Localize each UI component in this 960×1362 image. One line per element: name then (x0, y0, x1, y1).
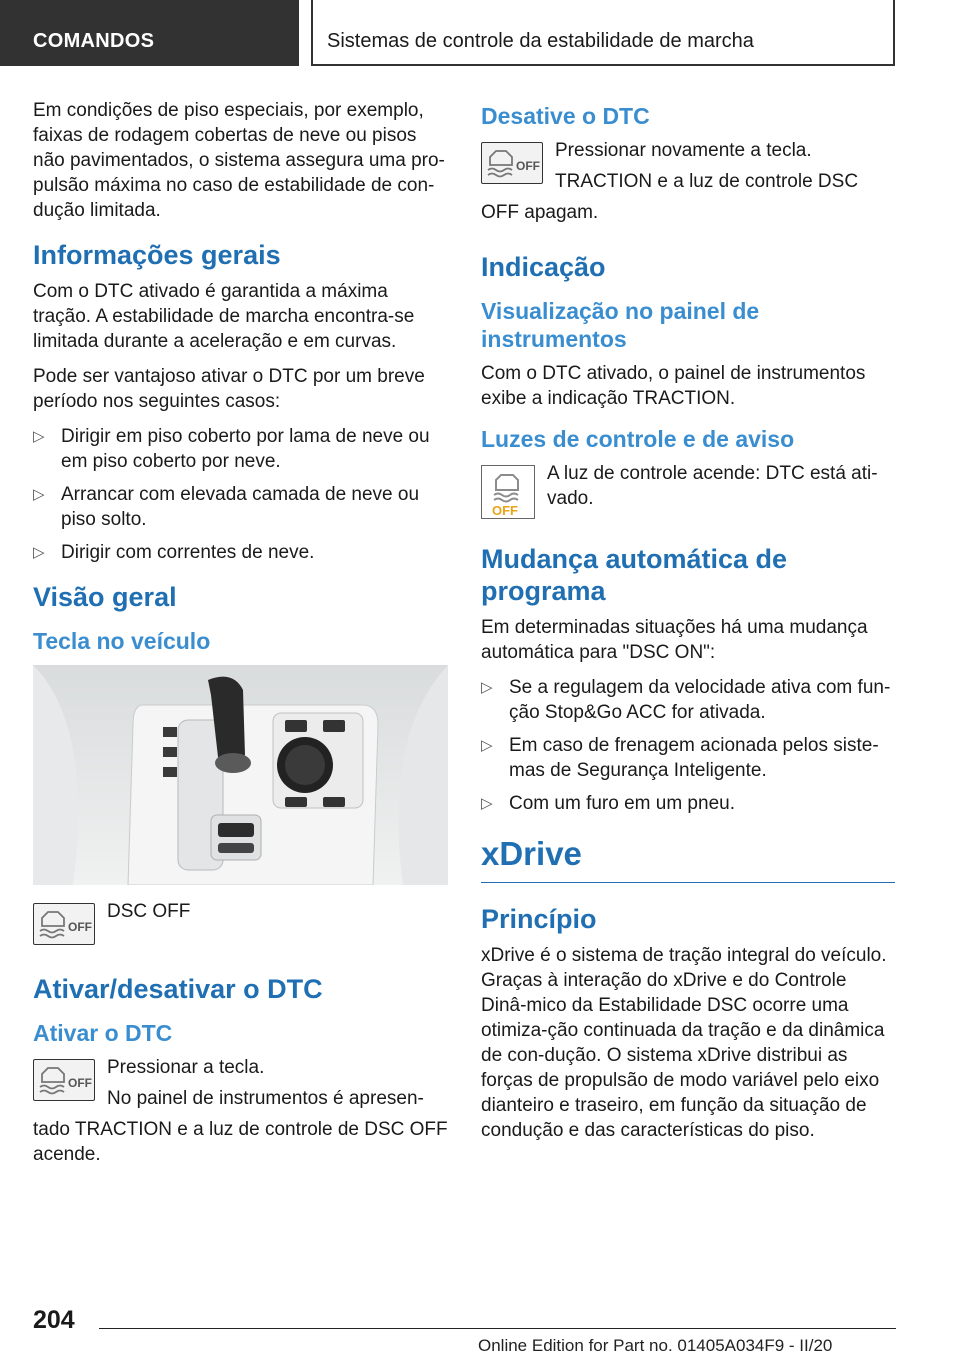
overview-heading: Visão geral (33, 582, 177, 612)
right-column (481, 98, 895, 1153)
dsc-off-button-icon (33, 903, 95, 945)
deactivate-step-1: Pressionar novamente a tecla. (555, 140, 812, 161)
svg-text:OFF: OFF (516, 159, 540, 173)
svg-text:OFF: OFF (492, 503, 518, 518)
info-paragraph-1: Com o DTC ativado é garantida a máxima tração. A estabilidade de marcha encontra-se limitada durante a aceleração e em curvas. (33, 281, 415, 352)
info-paragraph-2: Pode ser vantajoso ativar o DTC por um breve período nos seguintes casos: (33, 366, 425, 412)
center-console-photo (33, 665, 448, 885)
list-item: ▷ Dirigir com correntes de neve. (33, 542, 315, 563)
activate-step-1: Pressionar a tecla. (107, 1057, 265, 1078)
footer-divider (99, 1328, 896, 1329)
deactivate-step-2b: OFF apagam. (481, 202, 599, 223)
dsc-off-row (33, 899, 448, 951)
dsc-off-warning-light-icon (481, 465, 535, 519)
dsc-off-button-icon (33, 1059, 95, 1101)
header-section-tab (0, 0, 299, 66)
list-item: ▷ Se a regulagem da velocidade ativa com fun‐ção Stop&Go ACC for ativada. (481, 677, 891, 723)
activate-step-2a: No painel de instrumentos é apresen‐ (107, 1088, 424, 1109)
triangle-bullet-icon: ▷ (481, 737, 493, 754)
edition-note: Online Edition for Part no. 01405A034F9 - II/20 (478, 1336, 833, 1355)
dsc-off-label: DSC OFF (107, 901, 191, 922)
cluster-paragraph: Com o DTC ativado, o painel de instrumentos exibe a indicação TRACTION. (481, 363, 866, 409)
triangle-bullet-icon: ▷ (481, 795, 493, 812)
list-item: ▷ Com um furo em um pneu. (481, 793, 735, 814)
header-section-label: COMANDOS (33, 30, 155, 52)
deactivate-step-2a: TRACTION e a luz de controle DSC (555, 171, 859, 192)
lights-paragraph: A luz de controle acende: DTC está ati‐vado. (547, 463, 878, 509)
triangle-bullet-icon: ▷ (33, 428, 45, 445)
activate-step-2b: tado TRACTION e a luz de controle de DSC OFF acende. (33, 1119, 448, 1165)
auto-paragraph: Em determinadas situações há uma mudança automática para "DSC ON": (481, 617, 868, 663)
info-list (33, 424, 448, 565)
activate-row (33, 1055, 448, 1111)
list-item: ▷ Arrancar com elevada camada de neve ou piso solto. (33, 484, 420, 530)
page-number: 204 (33, 1306, 75, 1334)
display-heading: Indicação (481, 252, 606, 282)
list-item: ▷ Dirigir em piso coberto por lama de neve ou em piso coberto por neve. (33, 426, 430, 472)
xdrive-divider (481, 882, 895, 883)
list-item: ▷ Em caso de frenagem acionada pelos siste‐mas de Segurança Inteligente. (481, 735, 879, 781)
deactivate-row (481, 138, 895, 194)
header-title: Sistemas de controle da estabilidade de marcha (327, 30, 754, 52)
principle-heading: Princípio (481, 904, 597, 934)
auto-heading: Mudança automática de programa (481, 544, 788, 606)
svg-text:OFF: OFF (68, 1076, 92, 1090)
svg-text:OFF: OFF (68, 920, 92, 934)
triangle-bullet-icon: ▷ (33, 544, 45, 561)
principle-paragraph: xDrive é o sistema de tração integral do veículo. Graças à interação do xDrive e do Controle Dinâ‐mico da Estabilidade DSC ocorre uma otimiza‐ção continuada da tração e da dinâmica de con‐dução. O sistema xDrive distribui as forças de propulsão de modo variável pelo eixo dianteiro e traseiro, em função da situação de condução e das características do piso. (481, 945, 887, 1141)
lights-heading: Luzes de controle e de aviso (481, 426, 795, 452)
cluster-heading: Visualização no painel de instrumentos (481, 298, 760, 352)
info-heading: Informações gerais (33, 240, 281, 270)
left-column (33, 98, 448, 1177)
auto-list (481, 675, 895, 816)
dsc-off-button-icon (481, 142, 543, 184)
header-title-box (311, 0, 895, 66)
intro-paragraph: Em condições de piso especiais, por exemplo, faixas de rodagem cobertas de neve ou pisos não pavimentados, o sistema assegura uma pro‐pulsão máxima no caso de estabilidade de con‐dução limitada. (33, 100, 445, 221)
triangle-bullet-icon: ▷ (33, 486, 45, 503)
xdrive-heading: xDrive (481, 835, 582, 872)
triangle-bullet-icon: ▷ (481, 679, 493, 696)
warning-light-row (481, 461, 895, 523)
toggle-heading: Ativar/desativar o DTC (33, 974, 323, 1004)
button-heading: Tecla no veículo (33, 628, 211, 654)
activate-heading: Ativar o DTC (33, 1020, 173, 1046)
deactivate-heading: Desative o DTC (481, 103, 650, 129)
